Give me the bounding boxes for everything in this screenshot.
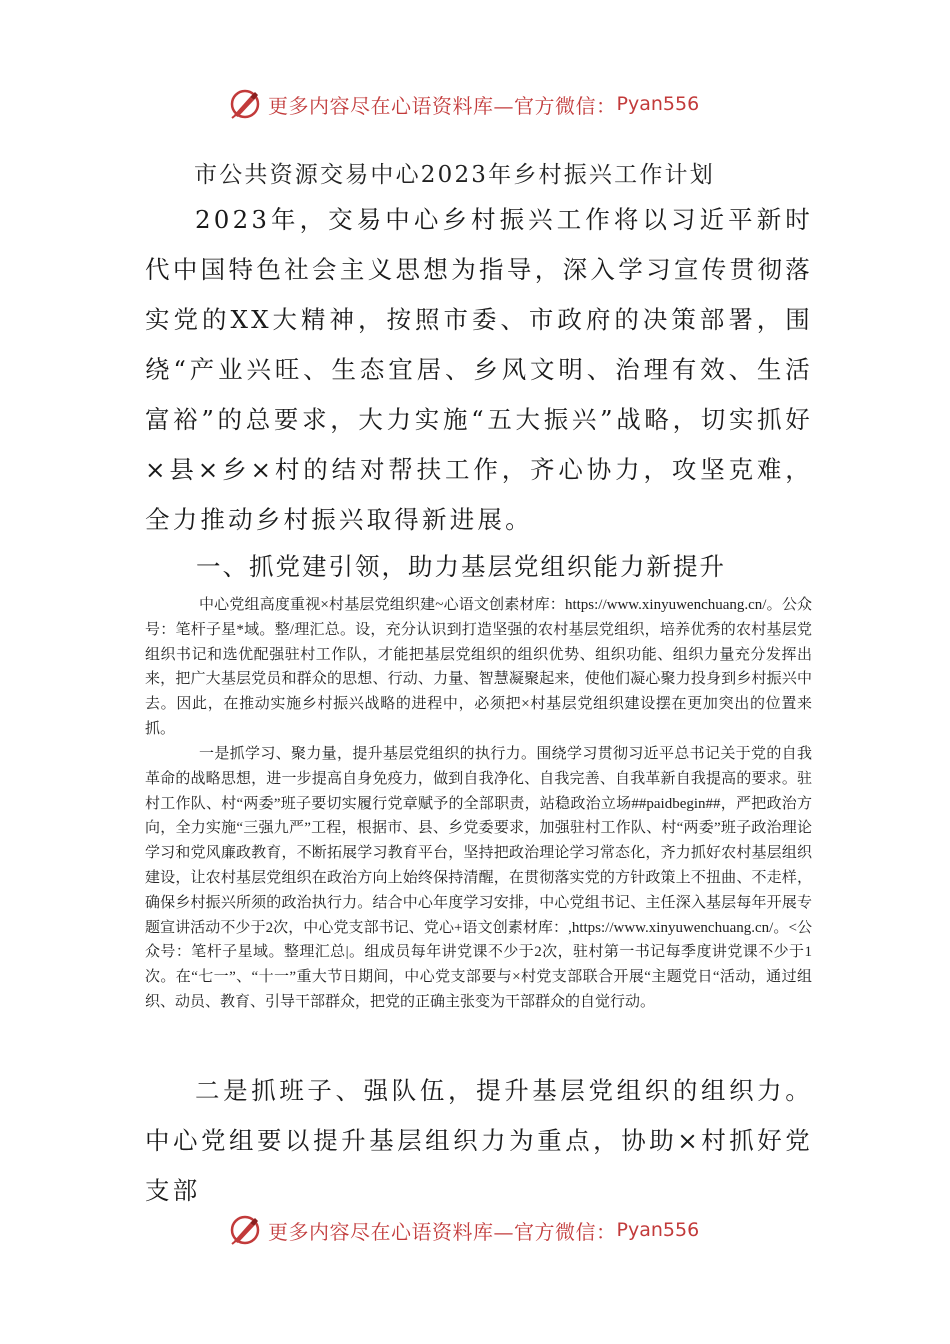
pen-logo-icon (228, 1213, 262, 1247)
paragraph-2: 一是抓学习、聚力量，提升基层党组织的执行力。围绕学习贯彻习近平总书记关于党的自我革命的战略思想，进一步提高自身免疫力，做到自我净化、自我完善、自我革新自我提高的要求。驻村工作队、村“两委”班子要切实履行党章赋予的全部职责，站稳政治立场##paidbegin##，严把政治方向，全力实施“三强九严”工程，根据市、县、乡党委要求，加强驻村工作队、村“两委”班子政治理论学习和党风廉政教育，不断拓展学习教育平台，坚持把政治理论学习常态化，齐力抓好农村基层组织建设，让农村基层党组织在政治方向上始终保持清醒，在贯彻落实党的方针政策上不扭曲、不走样，确保乡村振兴所须的政治执行力。结合中心年度学习安排，中心党组书记、主任深入基层每年开展专题宣讲活动不少于2次，中心党支部书记、党心+语文创素材库：,https://www.xinyuwenchuang.cn/。<公众号：笔杆子星域。整理汇总|。组成员每年讲党课不少于2次，驻村第一书记每季度讲党课不少于1次。在“七一”、“十一”重大节日期间，中心党支部要与×村党支部联合开展“主题党日“活动，通过组织、动员、教育、引导干部群众，把党的正确主张变为干部群众的自觉行动。 (145, 746, 812, 1010)
paragraph-1: 中心党组高度重视×村基层党组织建~心语文创素材库：https://www.xinyuwenchuang.cn/。公众号：笔杆子星*域。整/理汇总。设，充分认识到打造坚强的农村基层党组织，培养优秀的农村基层党组织书记和选优配强驻村工作队，才能把基层党组织的组织优势、组织功能、组织力量充分发挥出来，把广大基层党员和群众的思想、行动、力量、智慧凝聚起来，使他们凝心聚力投身到乡村振兴中去。因此，在推动实施乡村振兴战略的进程中，必须把×村基层党组织建设摆在更加突出的位置来抓。 (145, 597, 812, 737)
pen-logo-icon (228, 87, 262, 121)
header-watermark-banner (228, 84, 748, 124)
section-heading-1: 一、抓党建引领，助力基层党组织能力新提升 (196, 552, 726, 581)
banner-text: 更多内容尽在心语资料库—官方微信： (268, 1219, 617, 1244)
banner-text: 更多内容尽在心语资料库—官方微信： (268, 93, 617, 118)
document-title: 市公共资源交易中心2023年乡村振兴工作计划 (194, 162, 715, 188)
banner-wechat-id: Pyan556 (616, 93, 700, 115)
banner-wechat-id: Pyan556 (616, 1219, 700, 1241)
footer-watermark-banner (228, 1210, 748, 1250)
intro-paragraph: 2023年，交易中心乡村振兴工作将以习近平新时代中国特色社会主义思想为指导，深入学习宣传贯彻落实党的XX大精神，按照市委、市政府的决策部署，围绕“产业兴旺、生态宜居、乡风文明、治理有效、生活富裕”的总要求，大力实施“五大振兴”战略，切实抓好×县×乡×村的结对帮扶工作，齐心协力，攻坚克难，全力推动乡村振兴取得新进展。 (145, 205, 813, 534)
paragraph-3: 二是抓班子、强队伍，提升基层党组织的组织力。中心党组要以提升基层组织力为重点，协助×村抓好党支部 (145, 1076, 813, 1205)
